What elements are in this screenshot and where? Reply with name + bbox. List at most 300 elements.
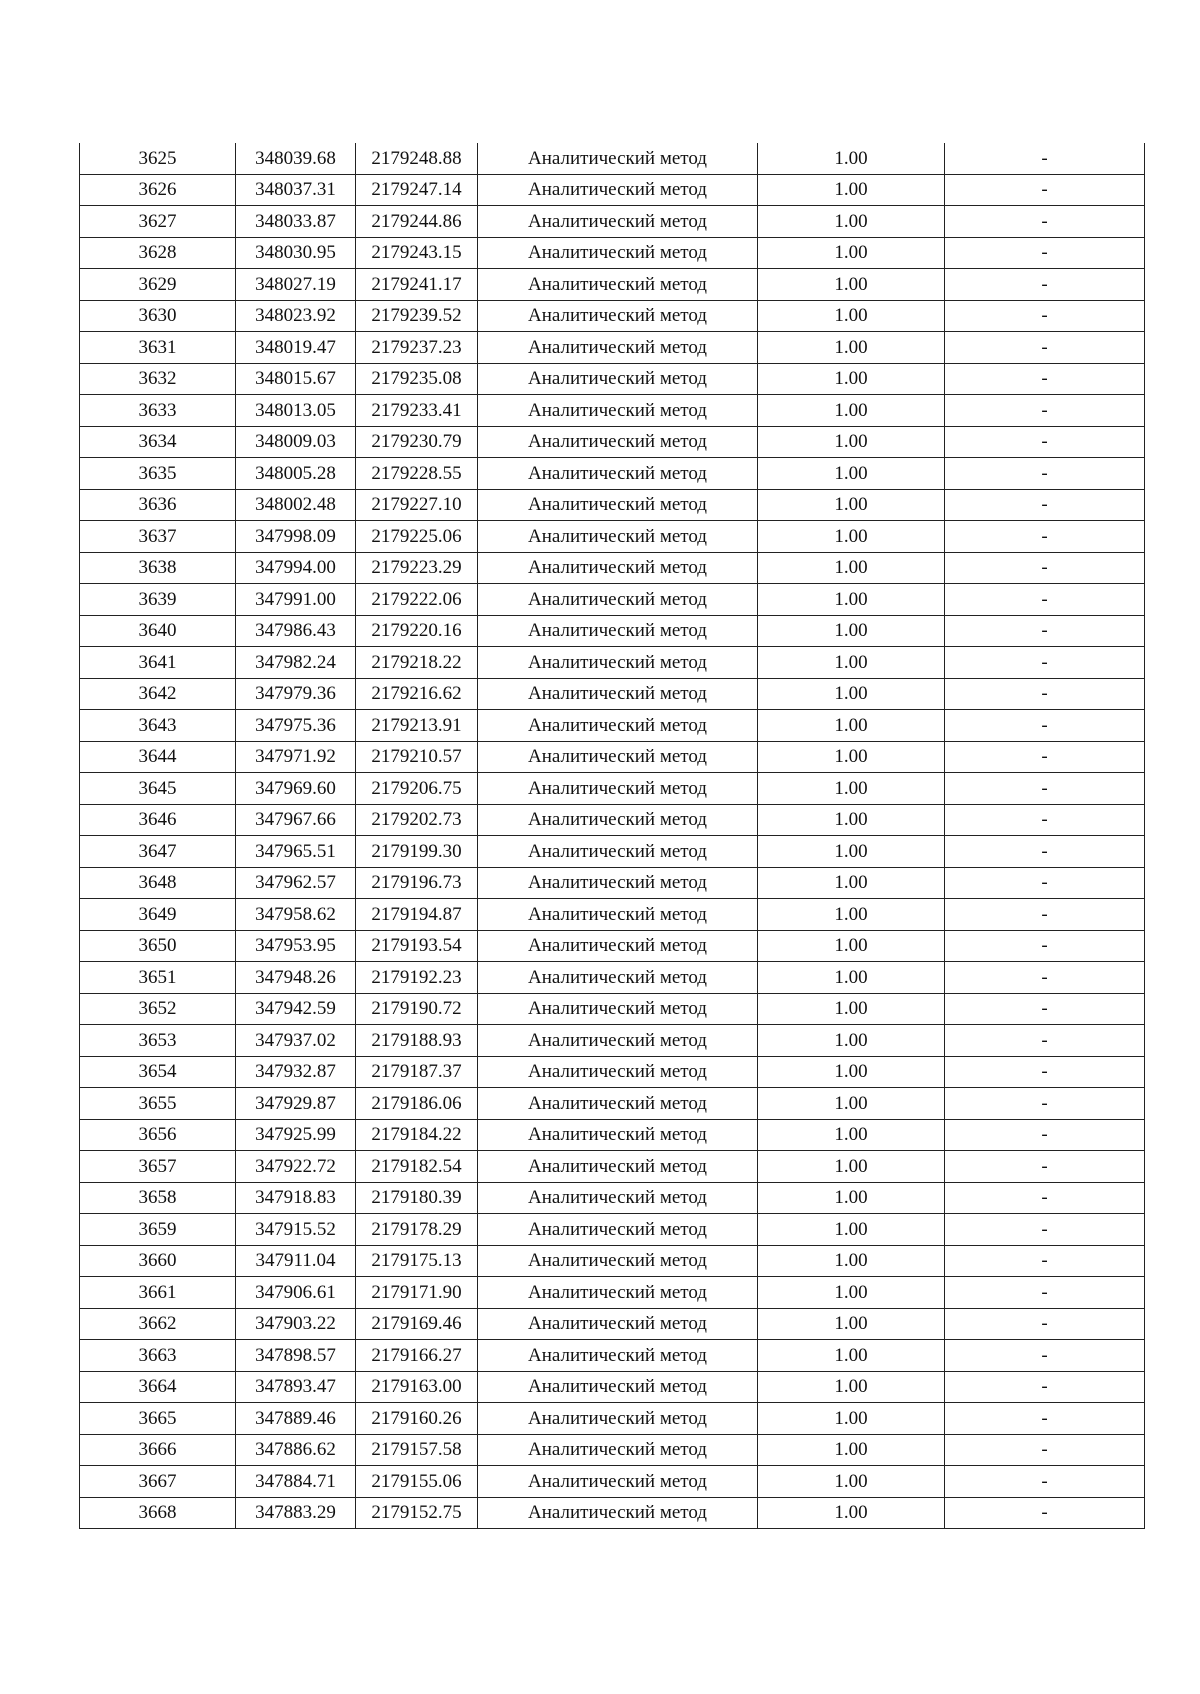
precision-cell: 1.00 bbox=[758, 1340, 945, 1372]
precision-cell: 1.00 bbox=[758, 174, 945, 206]
method-cell: Аналитический метод bbox=[478, 930, 758, 962]
method-cell: Аналитический метод bbox=[478, 1371, 758, 1403]
point-number-cell: 3652 bbox=[80, 993, 236, 1025]
point-number-cell: 3663 bbox=[80, 1340, 236, 1372]
table-row bbox=[80, 300, 1145, 332]
y-coordinate-cell: 2179241.17 bbox=[356, 269, 478, 301]
table-row bbox=[80, 237, 1145, 269]
x-coordinate-cell: 347969.60 bbox=[236, 773, 356, 805]
table-row bbox=[80, 332, 1145, 364]
precision-cell: 1.00 bbox=[758, 1403, 945, 1435]
precision-cell: 1.00 bbox=[758, 1151, 945, 1183]
method-cell: Аналитический метод bbox=[478, 1245, 758, 1277]
method-cell: Аналитический метод bbox=[478, 552, 758, 584]
y-coordinate-cell: 2179157.58 bbox=[356, 1434, 478, 1466]
precision-cell: 1.00 bbox=[758, 1277, 945, 1309]
x-coordinate-cell: 347994.00 bbox=[236, 552, 356, 584]
y-coordinate-cell: 2179210.57 bbox=[356, 741, 478, 773]
method-cell: Аналитический метод bbox=[478, 521, 758, 553]
table-row bbox=[80, 899, 1145, 931]
point-number-cell: 3641 bbox=[80, 647, 236, 679]
precision-cell: 1.00 bbox=[758, 1497, 945, 1529]
method-cell: Аналитический метод bbox=[478, 899, 758, 931]
description-cell: - bbox=[945, 678, 1145, 710]
precision-cell: 1.00 bbox=[758, 804, 945, 836]
y-coordinate-cell: 2179230.79 bbox=[356, 426, 478, 458]
table-row bbox=[80, 584, 1145, 616]
method-cell: Аналитический метод bbox=[478, 1119, 758, 1151]
method-cell: Аналитический метод bbox=[478, 867, 758, 899]
description-cell: - bbox=[945, 710, 1145, 742]
method-cell: Аналитический метод bbox=[478, 143, 758, 174]
method-cell: Аналитический метод bbox=[478, 615, 758, 647]
point-number-cell: 3631 bbox=[80, 332, 236, 364]
point-number-cell: 3664 bbox=[80, 1371, 236, 1403]
method-cell: Аналитический метод bbox=[478, 678, 758, 710]
method-cell: Аналитический метод bbox=[478, 804, 758, 836]
y-coordinate-cell: 2179220.16 bbox=[356, 615, 478, 647]
point-number-cell: 3655 bbox=[80, 1088, 236, 1120]
y-coordinate-cell: 2179160.26 bbox=[356, 1403, 478, 1435]
y-coordinate-cell: 2179199.30 bbox=[356, 836, 478, 868]
x-coordinate-cell: 347948.26 bbox=[236, 962, 356, 994]
table-row bbox=[80, 1403, 1145, 1435]
precision-cell: 1.00 bbox=[758, 300, 945, 332]
method-cell: Аналитический метод bbox=[478, 363, 758, 395]
method-cell: Аналитический метод bbox=[478, 332, 758, 364]
description-cell: - bbox=[945, 1340, 1145, 1372]
description-cell: - bbox=[945, 458, 1145, 490]
y-coordinate-cell: 2179186.06 bbox=[356, 1088, 478, 1120]
table-row bbox=[80, 1119, 1145, 1151]
description-cell: - bbox=[945, 489, 1145, 521]
description-cell: - bbox=[945, 237, 1145, 269]
precision-cell: 1.00 bbox=[758, 1088, 945, 1120]
x-coordinate-cell: 347962.57 bbox=[236, 867, 356, 899]
description-cell: - bbox=[945, 1277, 1145, 1309]
description-cell: - bbox=[945, 647, 1145, 679]
point-number-cell: 3632 bbox=[80, 363, 236, 395]
point-number-cell: 3651 bbox=[80, 962, 236, 994]
x-coordinate-cell: 348015.67 bbox=[236, 363, 356, 395]
table-row bbox=[80, 1371, 1145, 1403]
y-coordinate-cell: 2179152.75 bbox=[356, 1497, 478, 1529]
description-cell: - bbox=[945, 584, 1145, 616]
precision-cell: 1.00 bbox=[758, 867, 945, 899]
precision-cell: 1.00 bbox=[758, 395, 945, 427]
precision-cell: 1.00 bbox=[758, 332, 945, 364]
description-cell: - bbox=[945, 1182, 1145, 1214]
y-coordinate-cell: 2179206.75 bbox=[356, 773, 478, 805]
table-row bbox=[80, 678, 1145, 710]
y-coordinate-cell: 2179213.91 bbox=[356, 710, 478, 742]
table-row bbox=[80, 962, 1145, 994]
description-cell: - bbox=[945, 206, 1145, 238]
description-cell: - bbox=[945, 741, 1145, 773]
precision-cell: 1.00 bbox=[758, 1434, 945, 1466]
table-row bbox=[80, 1182, 1145, 1214]
method-cell: Аналитический метод bbox=[478, 206, 758, 238]
method-cell: Аналитический метод bbox=[478, 1403, 758, 1435]
description-cell: - bbox=[945, 1403, 1145, 1435]
table-row bbox=[80, 930, 1145, 962]
y-coordinate-cell: 2179175.13 bbox=[356, 1245, 478, 1277]
point-number-cell: 3648 bbox=[80, 867, 236, 899]
table-row bbox=[80, 552, 1145, 584]
point-number-cell: 3656 bbox=[80, 1119, 236, 1151]
table-row bbox=[80, 1025, 1145, 1057]
method-cell: Аналитический метод bbox=[478, 1466, 758, 1498]
method-cell: Аналитический метод bbox=[478, 1088, 758, 1120]
x-coordinate-cell: 347958.62 bbox=[236, 899, 356, 931]
coordinates-table-body bbox=[80, 143, 1145, 1529]
precision-cell: 1.00 bbox=[758, 899, 945, 931]
x-coordinate-cell: 348019.47 bbox=[236, 332, 356, 364]
method-cell: Аналитический метод bbox=[478, 489, 758, 521]
y-coordinate-cell: 2179202.73 bbox=[356, 804, 478, 836]
table-row bbox=[80, 1151, 1145, 1183]
method-cell: Аналитический метод bbox=[478, 458, 758, 490]
x-coordinate-cell: 348002.48 bbox=[236, 489, 356, 521]
method-cell: Аналитический метод bbox=[478, 300, 758, 332]
y-coordinate-cell: 2179163.00 bbox=[356, 1371, 478, 1403]
precision-cell: 1.00 bbox=[758, 993, 945, 1025]
precision-cell: 1.00 bbox=[758, 1214, 945, 1246]
table-row bbox=[80, 773, 1145, 805]
point-number-cell: 3644 bbox=[80, 741, 236, 773]
precision-cell: 1.00 bbox=[758, 552, 945, 584]
point-number-cell: 3657 bbox=[80, 1151, 236, 1183]
y-coordinate-cell: 2179184.22 bbox=[356, 1119, 478, 1151]
y-coordinate-cell: 2179223.29 bbox=[356, 552, 478, 584]
precision-cell: 1.00 bbox=[758, 773, 945, 805]
point-number-cell: 3653 bbox=[80, 1025, 236, 1057]
table-row bbox=[80, 993, 1145, 1025]
method-cell: Аналитический метод bbox=[478, 647, 758, 679]
x-coordinate-cell: 347911.04 bbox=[236, 1245, 356, 1277]
point-number-cell: 3661 bbox=[80, 1277, 236, 1309]
table-row bbox=[80, 615, 1145, 647]
table-row bbox=[80, 426, 1145, 458]
description-cell: - bbox=[945, 1025, 1145, 1057]
description-cell: - bbox=[945, 962, 1145, 994]
method-cell: Аналитический метод bbox=[478, 395, 758, 427]
x-coordinate-cell: 347898.57 bbox=[236, 1340, 356, 1372]
x-coordinate-cell: 347922.72 bbox=[236, 1151, 356, 1183]
precision-cell: 1.00 bbox=[758, 363, 945, 395]
x-coordinate-cell: 348030.95 bbox=[236, 237, 356, 269]
point-number-cell: 3654 bbox=[80, 1056, 236, 1088]
x-coordinate-cell: 348037.31 bbox=[236, 174, 356, 206]
table-row bbox=[80, 1308, 1145, 1340]
y-coordinate-cell: 2179188.93 bbox=[356, 1025, 478, 1057]
y-coordinate-cell: 2179235.08 bbox=[356, 363, 478, 395]
precision-cell: 1.00 bbox=[758, 1245, 945, 1277]
x-coordinate-cell: 347998.09 bbox=[236, 521, 356, 553]
table-row bbox=[80, 143, 1145, 174]
precision-cell: 1.00 bbox=[758, 836, 945, 868]
table-row bbox=[80, 1056, 1145, 1088]
point-number-cell: 3647 bbox=[80, 836, 236, 868]
x-coordinate-cell: 347915.52 bbox=[236, 1214, 356, 1246]
x-coordinate-cell: 348027.19 bbox=[236, 269, 356, 301]
precision-cell: 1.00 bbox=[758, 269, 945, 301]
y-coordinate-cell: 2179190.72 bbox=[356, 993, 478, 1025]
table-row bbox=[80, 1466, 1145, 1498]
precision-cell: 1.00 bbox=[758, 206, 945, 238]
precision-cell: 1.00 bbox=[758, 458, 945, 490]
x-coordinate-cell: 347903.22 bbox=[236, 1308, 356, 1340]
method-cell: Аналитический метод bbox=[478, 1182, 758, 1214]
method-cell: Аналитический метод bbox=[478, 1056, 758, 1088]
y-coordinate-cell: 2179228.55 bbox=[356, 458, 478, 490]
x-coordinate-cell: 347942.59 bbox=[236, 993, 356, 1025]
x-coordinate-cell: 347883.29 bbox=[236, 1497, 356, 1529]
point-number-cell: 3665 bbox=[80, 1403, 236, 1435]
precision-cell: 1.00 bbox=[758, 710, 945, 742]
x-coordinate-cell: 347967.66 bbox=[236, 804, 356, 836]
description-cell: - bbox=[945, 363, 1145, 395]
table-row bbox=[80, 269, 1145, 301]
precision-cell: 1.00 bbox=[758, 1025, 945, 1057]
x-coordinate-cell: 348033.87 bbox=[236, 206, 356, 238]
description-cell: - bbox=[945, 899, 1145, 931]
precision-cell: 1.00 bbox=[758, 1119, 945, 1151]
precision-cell: 1.00 bbox=[758, 237, 945, 269]
description-cell: - bbox=[945, 1497, 1145, 1529]
method-cell: Аналитический метод bbox=[478, 993, 758, 1025]
table-row bbox=[80, 1497, 1145, 1529]
point-number-cell: 3639 bbox=[80, 584, 236, 616]
description-cell: - bbox=[945, 552, 1145, 584]
x-coordinate-cell: 347975.36 bbox=[236, 710, 356, 742]
table-row bbox=[80, 395, 1145, 427]
x-coordinate-cell: 348039.68 bbox=[236, 143, 356, 174]
precision-cell: 1.00 bbox=[758, 584, 945, 616]
table-row bbox=[80, 804, 1145, 836]
description-cell: - bbox=[945, 1151, 1145, 1183]
precision-cell: 1.00 bbox=[758, 678, 945, 710]
y-coordinate-cell: 2179169.46 bbox=[356, 1308, 478, 1340]
table-row bbox=[80, 1245, 1145, 1277]
y-coordinate-cell: 2179218.22 bbox=[356, 647, 478, 679]
point-number-cell: 3658 bbox=[80, 1182, 236, 1214]
table-row bbox=[80, 363, 1145, 395]
point-number-cell: 3646 bbox=[80, 804, 236, 836]
point-number-cell: 3627 bbox=[80, 206, 236, 238]
point-number-cell: 3662 bbox=[80, 1308, 236, 1340]
description-cell: - bbox=[945, 1088, 1145, 1120]
x-coordinate-cell: 347932.87 bbox=[236, 1056, 356, 1088]
method-cell: Аналитический метод bbox=[478, 741, 758, 773]
description-cell: - bbox=[945, 426, 1145, 458]
precision-cell: 1.00 bbox=[758, 489, 945, 521]
table-row bbox=[80, 489, 1145, 521]
method-cell: Аналитический метод bbox=[478, 237, 758, 269]
point-number-cell: 3638 bbox=[80, 552, 236, 584]
x-coordinate-cell: 347953.95 bbox=[236, 930, 356, 962]
y-coordinate-cell: 2179247.14 bbox=[356, 174, 478, 206]
y-coordinate-cell: 2179182.54 bbox=[356, 1151, 478, 1183]
description-cell: - bbox=[945, 300, 1145, 332]
description-cell: - bbox=[945, 930, 1145, 962]
x-coordinate-cell: 347884.71 bbox=[236, 1466, 356, 1498]
point-number-cell: 3625 bbox=[80, 143, 236, 174]
x-coordinate-cell: 347979.36 bbox=[236, 678, 356, 710]
method-cell: Аналитический метод bbox=[478, 836, 758, 868]
method-cell: Аналитический метод bbox=[478, 1025, 758, 1057]
point-number-cell: 3649 bbox=[80, 899, 236, 931]
precision-cell: 1.00 bbox=[758, 1308, 945, 1340]
point-number-cell: 3626 bbox=[80, 174, 236, 206]
method-cell: Аналитический метод bbox=[478, 1340, 758, 1372]
y-coordinate-cell: 2179244.86 bbox=[356, 206, 478, 238]
description-cell: - bbox=[945, 1119, 1145, 1151]
precision-cell: 1.00 bbox=[758, 426, 945, 458]
table-row bbox=[80, 647, 1145, 679]
point-number-cell: 3668 bbox=[80, 1497, 236, 1529]
x-coordinate-cell: 347937.02 bbox=[236, 1025, 356, 1057]
description-cell: - bbox=[945, 1308, 1145, 1340]
y-coordinate-cell: 2179233.41 bbox=[356, 395, 478, 427]
method-cell: Аналитический метод bbox=[478, 962, 758, 994]
table-row bbox=[80, 458, 1145, 490]
method-cell: Аналитический метод bbox=[478, 269, 758, 301]
table-row bbox=[80, 206, 1145, 238]
x-coordinate-cell: 347889.46 bbox=[236, 1403, 356, 1435]
point-number-cell: 3650 bbox=[80, 930, 236, 962]
x-coordinate-cell: 347991.00 bbox=[236, 584, 356, 616]
precision-cell: 1.00 bbox=[758, 647, 945, 679]
precision-cell: 1.00 bbox=[758, 1056, 945, 1088]
y-coordinate-cell: 2179171.90 bbox=[356, 1277, 478, 1309]
point-number-cell: 3634 bbox=[80, 426, 236, 458]
precision-cell: 1.00 bbox=[758, 521, 945, 553]
method-cell: Аналитический метод bbox=[478, 426, 758, 458]
table-row bbox=[80, 1277, 1145, 1309]
table-row bbox=[80, 867, 1145, 899]
description-cell: - bbox=[945, 615, 1145, 647]
y-coordinate-cell: 2179192.23 bbox=[356, 962, 478, 994]
description-cell: - bbox=[945, 1434, 1145, 1466]
point-number-cell: 3660 bbox=[80, 1245, 236, 1277]
method-cell: Аналитический метод bbox=[478, 710, 758, 742]
method-cell: Аналитический метод bbox=[478, 584, 758, 616]
x-coordinate-cell: 348005.28 bbox=[236, 458, 356, 490]
description-cell: - bbox=[945, 1245, 1145, 1277]
point-number-cell: 3645 bbox=[80, 773, 236, 805]
description-cell: - bbox=[945, 143, 1145, 174]
table-row bbox=[80, 710, 1145, 742]
method-cell: Аналитический метод bbox=[478, 1151, 758, 1183]
precision-cell: 1.00 bbox=[758, 741, 945, 773]
x-coordinate-cell: 347893.47 bbox=[236, 1371, 356, 1403]
y-coordinate-cell: 2179155.06 bbox=[356, 1466, 478, 1498]
x-coordinate-cell: 347965.51 bbox=[236, 836, 356, 868]
description-cell: - bbox=[945, 867, 1145, 899]
description-cell: - bbox=[945, 1214, 1145, 1246]
y-coordinate-cell: 2179222.06 bbox=[356, 584, 478, 616]
description-cell: - bbox=[945, 993, 1145, 1025]
description-cell: - bbox=[945, 395, 1145, 427]
precision-cell: 1.00 bbox=[758, 143, 945, 174]
point-number-cell: 3640 bbox=[80, 615, 236, 647]
method-cell: Аналитический метод bbox=[478, 1434, 758, 1466]
description-cell: - bbox=[945, 1466, 1145, 1498]
method-cell: Аналитический метод bbox=[478, 174, 758, 206]
y-coordinate-cell: 2179196.73 bbox=[356, 867, 478, 899]
description-cell: - bbox=[945, 1371, 1145, 1403]
point-number-cell: 3667 bbox=[80, 1466, 236, 1498]
x-coordinate-cell: 347982.24 bbox=[236, 647, 356, 679]
y-coordinate-cell: 2179239.52 bbox=[356, 300, 478, 332]
precision-cell: 1.00 bbox=[758, 1182, 945, 1214]
x-coordinate-cell: 348023.92 bbox=[236, 300, 356, 332]
y-coordinate-cell: 2179248.88 bbox=[356, 143, 478, 174]
point-number-cell: 3636 bbox=[80, 489, 236, 521]
x-coordinate-cell: 347925.99 bbox=[236, 1119, 356, 1151]
precision-cell: 1.00 bbox=[758, 962, 945, 994]
precision-cell: 1.00 bbox=[758, 615, 945, 647]
precision-cell: 1.00 bbox=[758, 1466, 945, 1498]
y-coordinate-cell: 2179178.29 bbox=[356, 1214, 478, 1246]
y-coordinate-cell: 2179237.23 bbox=[356, 332, 478, 364]
y-coordinate-cell: 2179166.27 bbox=[356, 1340, 478, 1372]
method-cell: Аналитический метод bbox=[478, 1497, 758, 1529]
x-coordinate-cell: 348013.05 bbox=[236, 395, 356, 427]
point-number-cell: 3659 bbox=[80, 1214, 236, 1246]
x-coordinate-cell: 347986.43 bbox=[236, 615, 356, 647]
description-cell: - bbox=[945, 332, 1145, 364]
table-row bbox=[80, 1214, 1145, 1246]
y-coordinate-cell: 2179194.87 bbox=[356, 899, 478, 931]
x-coordinate-cell: 347886.62 bbox=[236, 1434, 356, 1466]
y-coordinate-cell: 2179227.10 bbox=[356, 489, 478, 521]
description-cell: - bbox=[945, 1056, 1145, 1088]
y-coordinate-cell: 2179216.62 bbox=[356, 678, 478, 710]
table-row bbox=[80, 741, 1145, 773]
point-number-cell: 3635 bbox=[80, 458, 236, 490]
point-number-cell: 3633 bbox=[80, 395, 236, 427]
point-number-cell: 3642 bbox=[80, 678, 236, 710]
table-row bbox=[80, 174, 1145, 206]
point-number-cell: 3629 bbox=[80, 269, 236, 301]
precision-cell: 1.00 bbox=[758, 1371, 945, 1403]
table-row bbox=[80, 521, 1145, 553]
x-coordinate-cell: 347929.87 bbox=[236, 1088, 356, 1120]
y-coordinate-cell: 2179180.39 bbox=[356, 1182, 478, 1214]
table-row bbox=[80, 1088, 1145, 1120]
y-coordinate-cell: 2179243.15 bbox=[356, 237, 478, 269]
y-coordinate-cell: 2179187.37 bbox=[356, 1056, 478, 1088]
y-coordinate-cell: 2179225.06 bbox=[356, 521, 478, 553]
method-cell: Аналитический метод bbox=[478, 1214, 758, 1246]
description-cell: - bbox=[945, 174, 1145, 206]
point-number-cell: 3643 bbox=[80, 710, 236, 742]
description-cell: - bbox=[945, 521, 1145, 553]
point-number-cell: 3637 bbox=[80, 521, 236, 553]
x-coordinate-cell: 348009.03 bbox=[236, 426, 356, 458]
method-cell: Аналитический метод bbox=[478, 1308, 758, 1340]
table-row bbox=[80, 1434, 1145, 1466]
description-cell: - bbox=[945, 773, 1145, 805]
description-cell: - bbox=[945, 836, 1145, 868]
x-coordinate-cell: 347918.83 bbox=[236, 1182, 356, 1214]
table-row bbox=[80, 1340, 1145, 1372]
precision-cell: 1.00 bbox=[758, 930, 945, 962]
point-number-cell: 3628 bbox=[80, 237, 236, 269]
description-cell: - bbox=[945, 269, 1145, 301]
